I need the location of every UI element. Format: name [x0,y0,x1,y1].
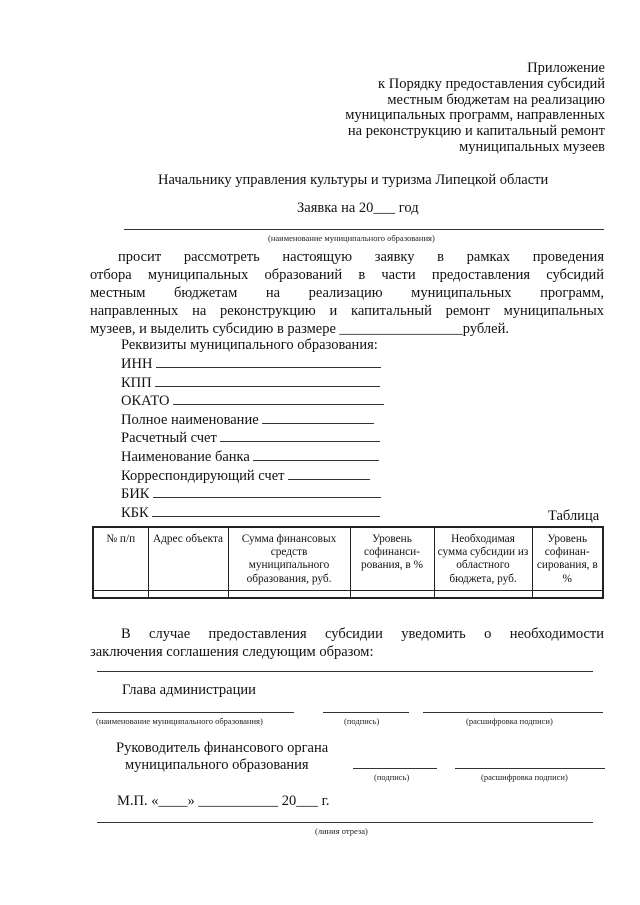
org-caption: (наименование муниципального образования) [96,716,263,726]
annex-line: муниципальных музеев [459,138,605,155]
kpp-field [155,374,380,387]
table-header-row [93,527,603,590]
municipality-line [124,229,604,230]
requisite-fullname: Полное наименование [121,411,384,430]
table-cell [228,590,350,598]
sign-line [323,712,409,713]
request-body-cont [90,266,604,338]
body-line: просит рассмотреть настоящую заявку в рамках проведения [118,249,604,265]
table-cell [93,590,148,598]
col-cofinancing-level: Уровень софинанси-рования, в % [350,527,434,590]
kbk-field [152,504,380,517]
bik-field [153,485,381,498]
finance-sign-line [353,768,437,769]
head-admin-label: Глава администрации [122,682,256,698]
requisite-bank: Наименование банка [121,448,384,467]
decode-caption: (расшифровка подписи) [466,716,553,726]
table-caption: Таблица [548,508,600,524]
col-number: № п/п [93,527,148,590]
cut-caption: (линия отреза) [315,826,368,836]
decode-line [423,712,603,713]
col-municipal-funds: Сумма финансовых средств муниципального образования, руб. [228,527,350,590]
finance-decode-caption: (расшифровка подписи) [481,772,568,782]
finance-head-line-2: муниципального образования [125,757,309,773]
requisite-bik: БИК [121,485,384,504]
body-line: музеев, и выделить субсидию в размере _________________рублей. [90,321,509,337]
annex-line: муниципальных программ, направленных [345,107,605,124]
annex-line: Приложение [527,60,605,76]
requisite-account: Расчетный счет [121,429,384,448]
finance-decode-line [455,768,605,769]
request-title: Заявка на 20___ год [297,200,419,216]
bank-field [253,448,379,461]
org-line [92,712,294,713]
finance-sign-caption: (подпись) [374,772,410,782]
col-address: Адрес объекта [148,527,228,590]
requisite-corr: Корреспондирующий счет [121,467,384,486]
table-row [93,590,603,598]
notify-line [97,671,593,672]
annex-line: местным бюджетам на реализацию [387,91,605,108]
municipality-caption: (наименование муниципального образования) [268,233,435,243]
subsidy-table [92,526,604,599]
annex-line: к Порядку предоставления субсидий [378,75,605,92]
inn-field [156,355,381,368]
cut-line [97,822,593,823]
addressee: Начальнику управления культуры и туризма Липецкой области [158,172,549,188]
requisite-okato: ОКАТО [121,392,384,411]
table-cell [434,590,532,598]
okato-field [173,392,384,405]
notify-line-1: В случае предоставления субсидии уведомить о необходимости [121,626,604,642]
body-line: местным бюджетам на реализацию муниципальных программ, [90,285,604,301]
body-line: направленных на реконструкцию и капитальный ремонт муниципальных [90,303,604,319]
requisites-title: Реквизиты муниципального образования: [121,337,378,353]
table-cell [148,590,228,598]
requisites-list [121,355,384,522]
annex-header [345,61,605,156]
finance-head-line-1: Руководитель финансового органа [116,740,329,756]
body-line: отбора муниципальных образований в части предоставления субсидий [90,267,604,283]
col-cofinancing-level-2: Уровень софинан-сирования, в % [532,527,603,590]
requisite-inn: ИНН [121,355,384,374]
table-cell [532,590,603,598]
col-required-subsidy: Необходимая сумма субсидии из областного бюджета, руб. [434,527,532,590]
account-field [220,429,380,442]
table-cell [350,590,434,598]
requisite-kbk: КБК [121,504,384,523]
stamp-line: М.П. «____» ___________ 20___ г. [117,793,330,809]
request-body [118,248,604,266]
notify-line-2: заключения соглашения следующим образом: [90,644,374,660]
requisite-kpp: КПП [121,374,384,393]
annex-line: на реконструкцию и капитальный ремонт [347,123,605,140]
fullname-field [262,411,374,424]
sign-caption: (подпись) [344,716,380,726]
corr-field [288,467,370,480]
